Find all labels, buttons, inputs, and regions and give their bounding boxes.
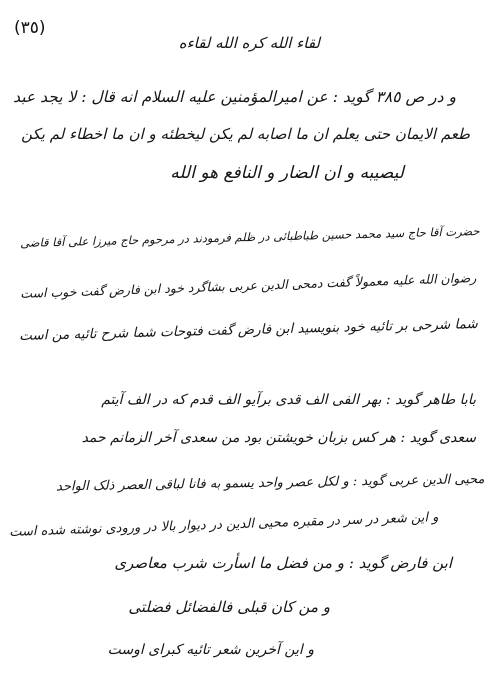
line-12: ابن فارض گوید : و من فضل ما اسأرت شرب معاصری <box>114 554 452 572</box>
line-7: شما شرحی بر تائیه خود بنویسید ابن فارض گفت فتوحات شما شرح تائیه من است <box>19 316 479 345</box>
line-4: لیصیبه و ان الضار و النافع هو الله <box>170 163 404 183</box>
page-number: (٣٥) <box>14 18 46 38</box>
line-1: لقاء الله کره الله لقاءه <box>178 34 320 52</box>
line-5: حضرت آقا حاج سید محمد حسین طباطبائی در ظلم فرمودند در مرحوم حاج میرزا علی آقا قاضی <box>20 224 481 251</box>
line-13: و من کان قبلی فالفضائل فضلتی <box>128 598 330 616</box>
line-10: محیی الدین عربی گوید : و لکل عصر واحد یسمو به فانا لباقی العصر ذلک الواحد <box>55 472 485 495</box>
line-3: طعم الایمان حتی یعلم ان ما اصابه لم یکن لیخطئه و ان ما اخطاء لم یکن <box>21 125 470 143</box>
line-2: و در ص ٣٨٥ گوید : عن امیرالمؤمنین علیه السلام انه قال : لا یجد عبد <box>13 88 456 106</box>
line-11: و این شعر در سر در مقبره محیی الدین در دیوار بالا در ورودی نوشته شده است <box>8 510 439 540</box>
line-8: بابا طاهر گوید : بهر الفی الف قدی برآیو الف قدم که در الف آیتم <box>101 392 476 408</box>
line-9: سعدی گوید : هر کس بزبان خویشتن بود من سعدی آخر الزمانم حمد <box>81 430 476 446</box>
line-14: و این آخرین شعر تائیه کبرای اوست <box>107 642 314 658</box>
line-6: رضوان الله علیه معمولاً گفت دمحی الدین عربی بشاگرد خود ابن فارض گفت خوب است <box>19 270 477 301</box>
